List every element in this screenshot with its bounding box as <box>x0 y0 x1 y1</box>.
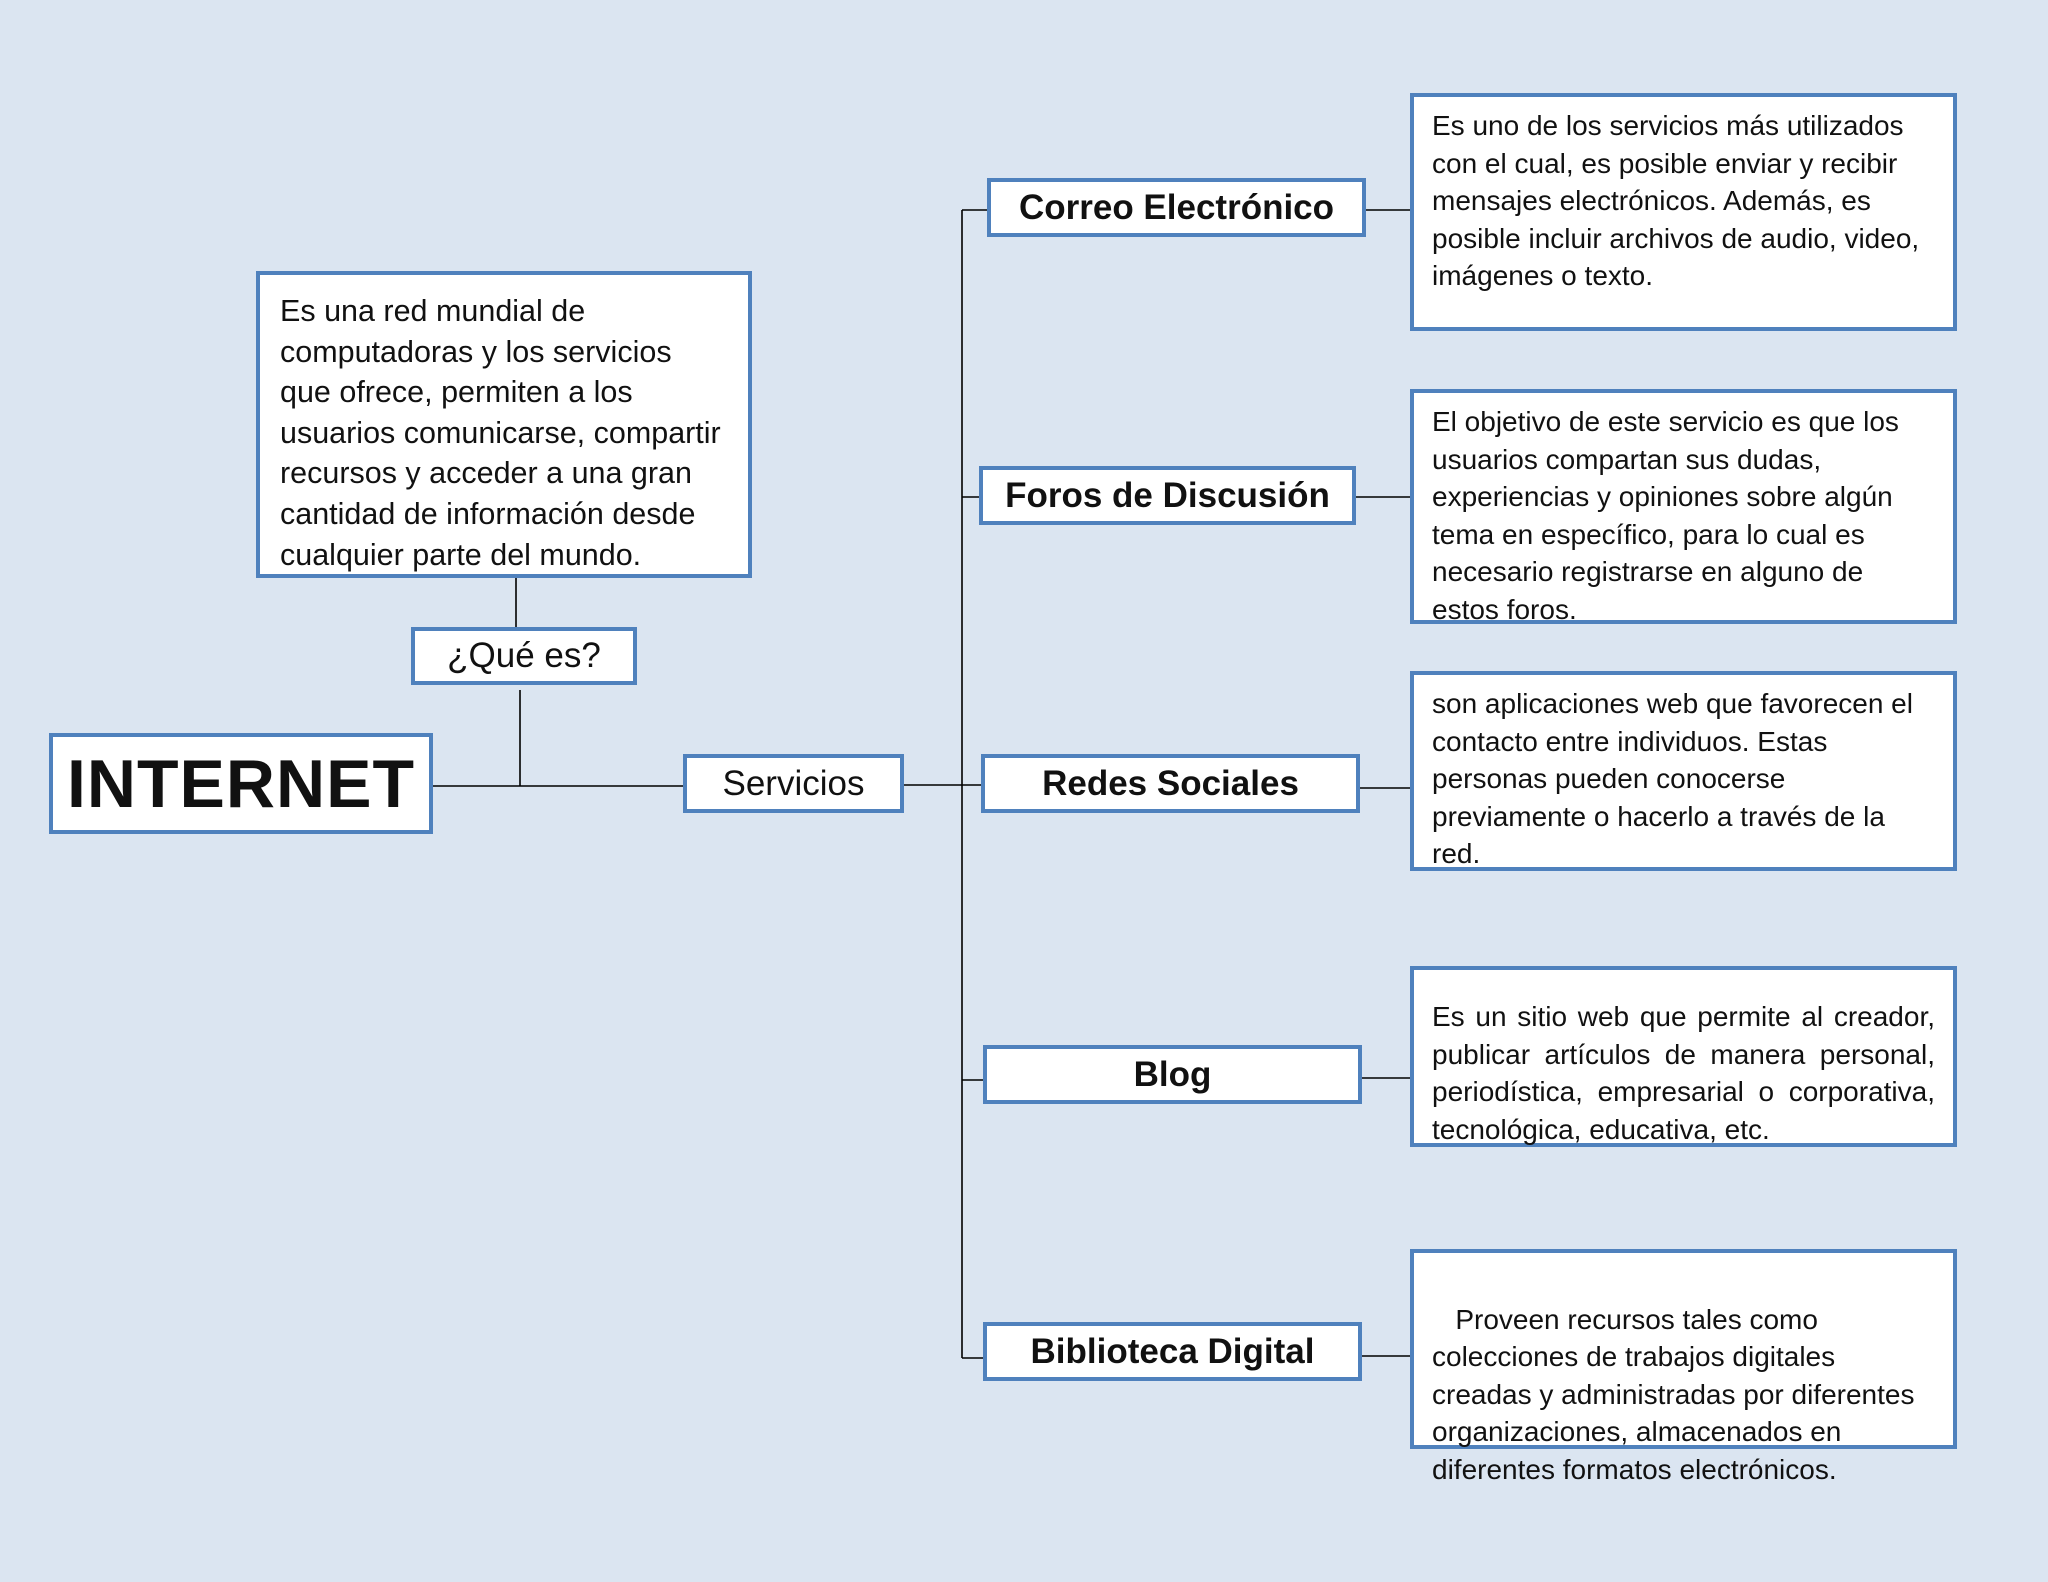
definition-text: Es una red mundial de computadoras y los servicios que ofrece, permiten a los usuarios comunicarse, compartir recursos y acceder a una gran cantidad de información desde cualquier parte del mundo. <box>280 294 721 572</box>
service-description-blog <box>1410 966 1957 1147</box>
service-description-text: Es uno de los servicios más utilizados con el cual, es posible enviar y recibir mensajes electrónicos. Además, es posible incluir archivos de audio, video, imágenes o texto. <box>1432 110 1920 291</box>
root-node-internet <box>49 733 433 834</box>
service-node-redes-sociales <box>981 754 1360 813</box>
definition-description <box>256 271 752 578</box>
services-node <box>683 754 904 813</box>
service-description-biblioteca-digital <box>1410 1249 1957 1485</box>
service-name: Correo Electrónico <box>1018 187 1335 227</box>
service-description-redes-sociales <box>1410 671 1957 871</box>
services-label: Servicios <box>722 763 865 803</box>
service-node-foros-de-discusion <box>979 466 1356 525</box>
service-node-biblioteca-digital <box>983 1322 1362 1381</box>
service-description-correo-electronico <box>1410 93 1957 331</box>
service-name: Blog <box>1133 1054 1212 1094</box>
service-description-text: Proveen recursos tales como colecciones de trabajos digitales creadas y administradas por diferentes organizaciones, almacenados en diferentes formatos electrónicos. <box>1432 1303 1923 1485</box>
service-node-blog <box>983 1045 1362 1104</box>
service-description-text: El objetivo de este servicio es que los usuarios compartan sus dudas, experiencias y opiniones sobre algún tema en específico, para lo cual es necesario registrarse en alguno de estos foros. <box>1432 406 1899 625</box>
service-node-correo-electronico <box>987 178 1366 237</box>
root-title: INTERNET <box>67 745 415 822</box>
service-description-text: son aplicaciones web que favorecen el contacto entre individuos. Estas personas pueden conocerse previamente o hacerlo a través de la red. <box>1432 688 1913 869</box>
service-description-text: Es un sitio web que permite al creador, publicar artículos de manera personal, periodística, empresarial o corporativa, tecnológica, educativa, etc. <box>1432 1001 1935 1145</box>
question-label: ¿Qué es? <box>447 636 601 675</box>
service-name: Redes Sociales <box>1042 763 1299 803</box>
question-node <box>411 627 637 685</box>
service-description-foros-de-discusion <box>1410 389 1957 624</box>
service-name: Foros de Discusión <box>1005 475 1330 515</box>
service-name: Biblioteca Digital <box>1030 1331 1315 1371</box>
